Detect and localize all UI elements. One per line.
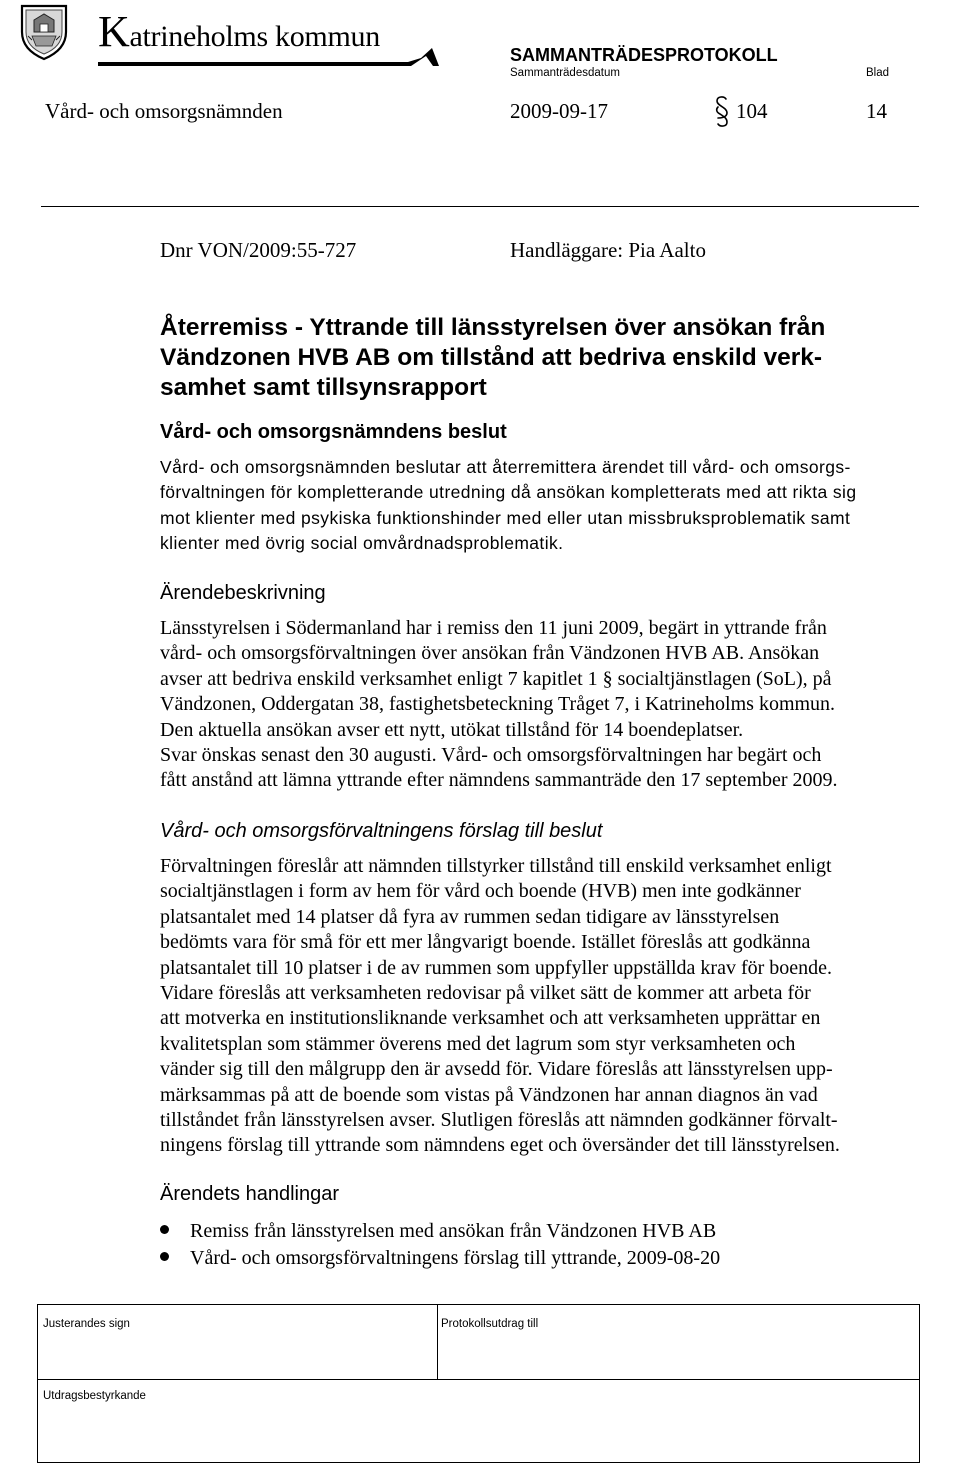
title-line: samhet samt tillsynsrapport — [160, 374, 487, 401]
committee-name: Vård- och omsorgsnämnden — [45, 99, 283, 123]
section-number: 104 — [736, 99, 768, 123]
footer-column-divider — [437, 1304, 438, 1380]
text-line: fått anstånd att lämna yttrande efter nämndens sammanträde den 17 september 2009. — [160, 769, 838, 792]
text-line: ningens förslag till yttrande som nämndens eget och översänder det till länsstyrelsen. — [160, 1134, 840, 1157]
page-label: Blad — [866, 67, 890, 79]
bullet-icon — [160, 1225, 169, 1234]
document-type: SAMMANTRÄDESPROTOKOLL — [510, 45, 778, 65]
meeting-date: 2009-09-17 — [510, 99, 608, 123]
title-line: Vändzonen HVB AB om tillstånd att bedriva enskild verk- — [160, 344, 823, 371]
text-line: platsantalet med 14 platser då fyra av rummen sedan tidigare av länsstyrelsen — [160, 905, 780, 928]
bullet-icon — [160, 1252, 169, 1261]
text-line: tillståndet från länsstyrelsen avser. Slutligen föreslås att nämnden godkänner förvalt- — [160, 1109, 838, 1132]
text-line: vård- och omsorgsförvaltningen över ansökan från Vändzonen HVB AB. Ansökan — [160, 642, 820, 665]
extract-certification-label: Utdragsbestyrkande — [43, 1390, 146, 1402]
org-name-initial: K — [98, 7, 130, 56]
decision-heading: Vård- och omsorgsnämndens beslut — [160, 421, 507, 443]
text-line: kvalitetsplan som stämmer överens med det lagrum som styr verksamheten och — [160, 1032, 796, 1055]
text-line: Länsstyrelsen i Södermanland har i remiss den 11 juni 2009, begärt in yttrande från — [160, 617, 827, 639]
text-line: Förvaltningen föreslår att nämnden tillstyrker tillstånd till enskild verksamhet enligt — [160, 855, 832, 877]
text-line: platsantalet till 10 platser i de av rummen som uppfyller uppställda krav för boende. — [160, 956, 833, 979]
text-line: vänder sig till den målgrupp den är avsedd för. Vidare föreslås att länsstyrelsen upp- — [160, 1058, 833, 1081]
text-line: avser att bedriva enskild verksamhet enligt 7 kapitlet 1 § socialtjänstlagen (SoL), på — [160, 667, 832, 690]
case-officer: Handläggare: Pia Aalto — [510, 238, 706, 262]
list-item — [160, 1218, 716, 1244]
proposal-paragraph — [160, 854, 920, 1159]
page-number: 14 — [866, 99, 887, 123]
minutes-extract-label: Protokollsutdrag till — [441, 1318, 539, 1330]
decision-paragraph — [160, 455, 920, 557]
logo-swoosh-icon — [96, 28, 441, 68]
adjuster-signature-label: Justerandes sign — [43, 1318, 130, 1330]
coat-of-arms-icon — [4, 2, 84, 62]
text-line: mot klienter med psykiska funktionshinder med eller utan missbruksproblematik samt — [160, 507, 851, 528]
case-description-paragraph — [160, 616, 920, 794]
case-number: Dnr VON/2009:55-727 — [160, 238, 357, 262]
paragraph-section-icon — [712, 94, 732, 128]
text-line: förvaltningen för kompletterande utredning då ansökan kompletterats med att rikta sig — [160, 482, 857, 503]
text-line: Vidare föreslås att verksamheten redovisar på vilket sätt de kommer att arbeta för — [160, 982, 811, 1005]
list-item — [160, 1245, 720, 1271]
case-documents-heading: Ärendets handlingar — [160, 1183, 340, 1205]
text-line: märksammas på att de boende som vistas på Vändzonen har annan diagnos än vad — [160, 1083, 818, 1106]
text-line: klienter med övrig social omvårdnadsproblematik. — [160, 533, 564, 554]
text-line: bedömts vara för små för ett mer långvarigt boende. Istället föreslås att godkänna — [160, 931, 811, 954]
org-name-rest: atrineholms kommun — [129, 20, 380, 53]
document-title — [160, 313, 920, 403]
list-item-text: Remiss från länsstyrelsen med ansökan från Vändzonen HVB AB — [190, 1220, 717, 1242]
proposal-heading: Vård- och omsorgsförvaltningens förslag till beslut — [160, 820, 603, 842]
text-line: Den aktuella ansökan avser ett nytt, utökat tillstånd för 14 boendeplatser. — [160, 718, 744, 741]
list-item-text: Vård- och omsorgsförvaltningens förslag till yttrande, 2009-08-20 — [190, 1247, 721, 1269]
text-line: att motverka en institutionsliknande verksamhet och att verksamheten upprättar en — [160, 1007, 821, 1030]
meeting-date-label: Sammanträdesdatum — [510, 67, 620, 79]
text-line: Svar önskas senast den 30 augusti. Vård- och omsorgsförvaltningen har begärt och — [160, 744, 822, 767]
title-line: Återremiss - Yttrande till länsstyrelsen över ansökan från — [160, 314, 826, 341]
text-line: socialtjänstlagen i form av hem för vård och boende (HVB) men inte godkänner — [160, 880, 801, 903]
text-line: Vändzonen, Oddergatan 38, fastighetsbeteckning Tråget 7, i Katrineholms kommun. — [160, 693, 836, 716]
header-divider — [41, 206, 919, 207]
text-line: Vård- och omsorgsnämnden beslutar att återremittera ärendet till vård- och omsorgs- — [160, 457, 851, 477]
footer-divider — [37, 1379, 920, 1380]
case-description-heading: Ärendebeskrivning — [160, 582, 326, 604]
